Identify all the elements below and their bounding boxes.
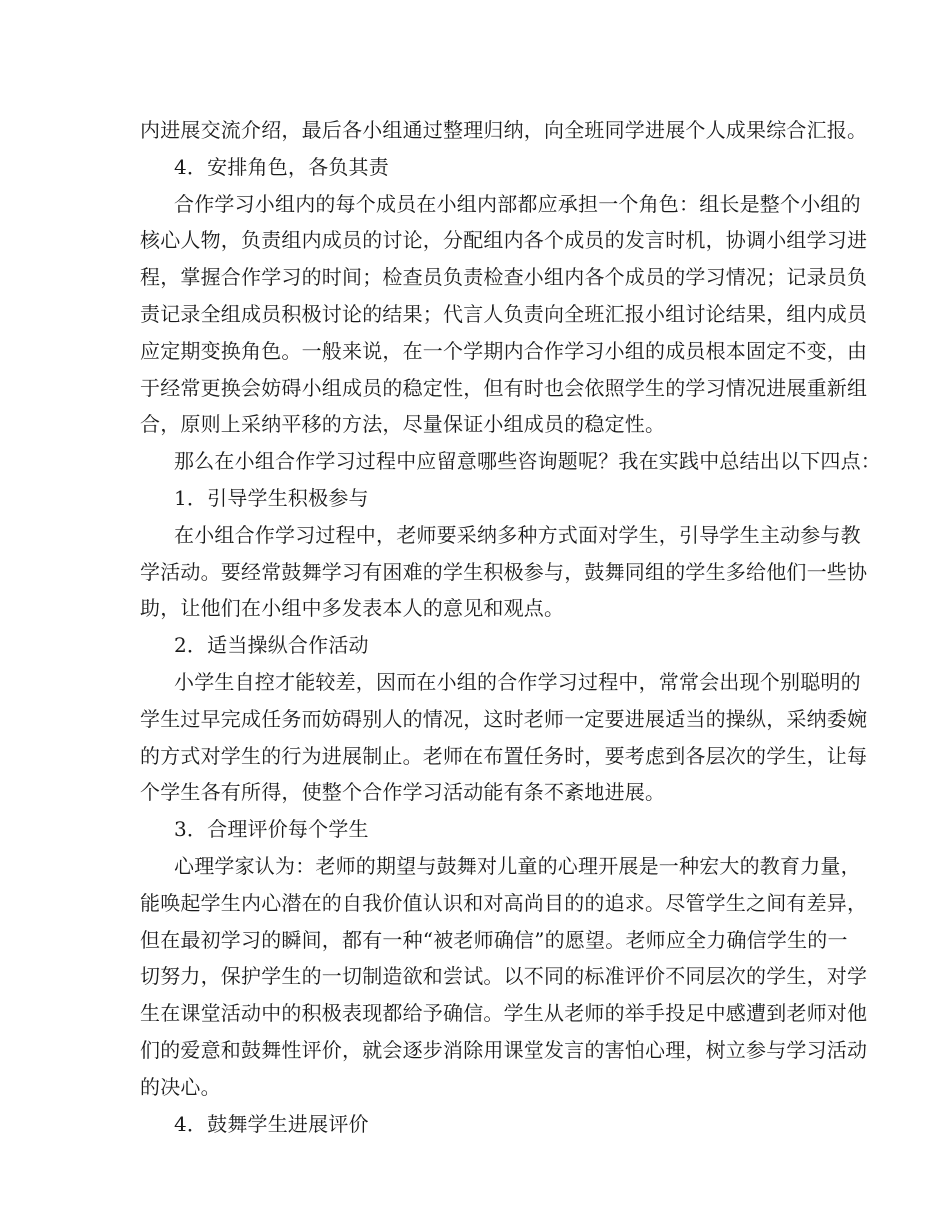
text-line: 内进展交流介绍，最后各小组通过整理归纳，向全班同学进展个人成果综合汇报。 [140,118,868,142]
text-line: 但在最初学习的瞬间，都有一种“被老师确信”的愿望。老师应全力确信学生的一 [140,927,848,952]
text-line: 合，原则上采纳平移的方法，尽量保证小组成员的稳定性。 [140,412,666,437]
text-line: 小学生自控才能较差，因而在小组的合作学习过程中，常常会出现个别聪明的 [174,669,861,694]
section-heading: 3．合理评价每个学生 [174,817,369,842]
text-line: 的方式对学生的行为进展制止。老师在布置任务时，要考虑到各层次的学生，让每 [140,743,868,768]
text-line: 合作学习小组内的每个成员在小组内部都应承担一个角色：组长是整个小组的 [174,191,861,216]
document-body [140,112,881,1142]
text-line: 心理学家认为：老师的期望与鼓舞对儿童的心理开展是一种宏大的教育力量， [174,853,861,878]
text-line: 个学生各有所得，使整个合作学习活动能有条不紊地进展。 [140,780,666,805]
text-line: 的决心。 [140,1074,221,1099]
text-line: 责记录全组成员积极讨论的结果；代言人负责向全班汇报小组讨论结果，组内成员 [140,301,868,326]
text-line: 能唤起学生内心潜在的自我价值认识和对高尚目的的追求。尽管学生之间有差异， [140,890,868,915]
text-line: 于经常更换会妨碍小组成员的稳定性，但有时也会依照学生的学习情况进展重新组 [140,375,868,400]
section-heading: 2．适当操纵合作活动 [174,633,369,658]
text-line: 那么在小组合作学习过程中应留意哪些咨询题呢？我在实践中总结出以下四点： [174,449,881,474]
text-line: 们的爱意和鼓舞性评价，就会逐步消除用课堂发言的害怕心理，树立参与学习活动 [140,1037,868,1062]
text-line: 生在课堂活动中的积极表现都给予确信。学生从老师的举手投足中感遭到老师对他 [140,1001,868,1026]
text-line: 应定期变换角色。一般来说，在一个学期内合作学习小组的成员根本固定不变，由 [140,338,868,363]
text-line: 助，让他们在小组中多发表本人的意见和观点。 [140,596,565,621]
section-heading: 4．安排角色，各负其责 [174,154,389,179]
section-heading: 4．鼓舞学生进展评价 [174,1111,369,1136]
text-line: 学生过早完成任务而妨碍别人的情况，这时老师一定要进展适当的操纵，采纳委婉 [140,706,868,731]
section-heading: 1．引导学生积极参与 [174,485,369,510]
text-line: 学活动。要经常鼓舞学习有困难的学生积极参与，鼓舞同组的学生多给他们一些协 [140,559,868,584]
text-line: 核心人物，负责组内成员的讨论，分配组内各个成员的发言时机，协调小组学习进 [140,228,868,253]
text-line: 切努力，保护学生的一切制造欲和尝试。以不同的标准评价不同层次的学生，对学 [140,964,868,989]
text-line: 在小组合作学习过程中，老师要采纳多种方式面对学生，引导学生主动参与教 [174,522,861,547]
text-line: 程，掌握合作学习的时间；检查员负责检查小组内各个成员的学习情况；记录员负 [140,265,868,290]
